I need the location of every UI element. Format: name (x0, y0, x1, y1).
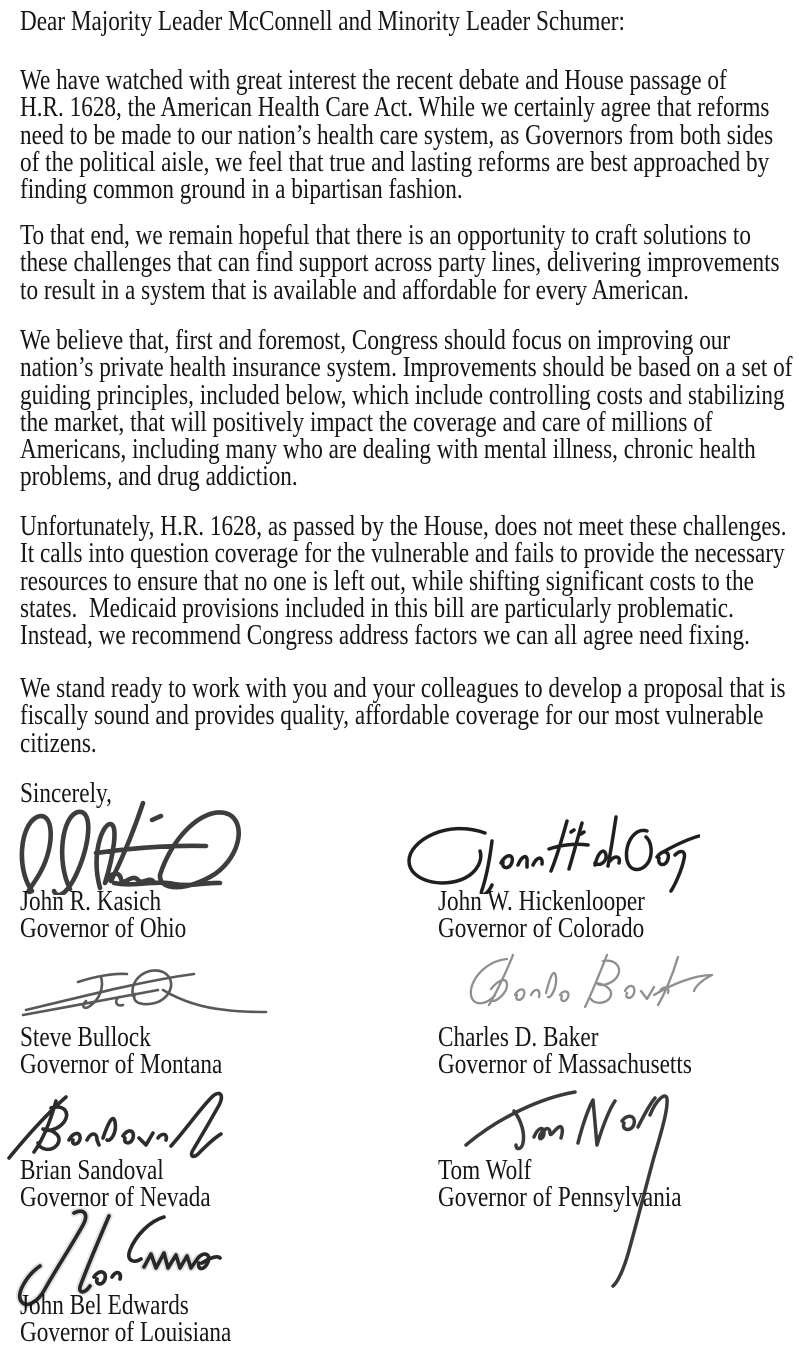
signature-steve-bullock (20, 962, 268, 1018)
signatory-name: John Bel Edwards (20, 1289, 189, 1321)
text-line: To that end, we remain hopeful that there is an opportunity to craft solutions to (20, 219, 751, 251)
signatory-title: Governor of Nevada (20, 1181, 211, 1214)
signatory-title: Governor of Louisiana (20, 1316, 232, 1349)
signature-john-r-kasich (10, 795, 250, 895)
text-line: Unfortunately, H.R. 1628, as passed by the House, does not meet these challenges. (20, 510, 787, 542)
paragraph-2 (20, 219, 800, 306)
signatory-block-baker (438, 1021, 755, 1081)
text-line: finding common ground in a bipartisan fashion. (20, 173, 463, 206)
signatory-title: Governor of Pennsylvania (438, 1181, 682, 1214)
text-line: of the political aisle, we feel that true and lasting reforms are best approached by (20, 145, 770, 178)
signatory-name: Charles D. Baker (438, 1021, 599, 1053)
signature-john-w-hickenlooper (395, 806, 700, 894)
signatory-name: Steve Bullock (20, 1021, 151, 1053)
text-line: resources to ensure that no one is left out, while shifting significant costs to the (20, 564, 754, 597)
text-line: We have watched with great interest the recent debate and House passage of (20, 64, 727, 96)
text-line: states. Medicaid provisions included in this bill are particularly problematic. (20, 591, 734, 624)
signatory-block-bullock (20, 1021, 273, 1081)
signatory-block-wolf (438, 1154, 742, 1214)
ink-stroke (471, 955, 712, 1007)
text-line: Instead, we recommend Congress address factors we can all agree need fixing. (20, 619, 750, 652)
text-line: nation’s private health insurance system. Improvements should be based on a set of (20, 351, 793, 384)
ink-stroke (23, 970, 266, 1015)
ink-stroke (9, 1093, 221, 1158)
ink-stroke (22, 803, 239, 895)
ink-stroke (409, 817, 699, 894)
text-line: It calls into question coverage for the vulnerable and fails to provide the necessary (20, 537, 785, 570)
text-line: to result in a system that is available and affordable for every American. (20, 273, 689, 306)
text-line: guiding principles, included below, which include controlling costs and stabilizing (20, 378, 785, 411)
paragraph-3 (20, 324, 800, 493)
signatory-title: Governor of Massachusetts (438, 1048, 692, 1081)
text-line: these challenges that can find support across party lines, delivering improvements (20, 246, 780, 279)
signatory-name: Brian Sandoval (20, 1154, 164, 1186)
signatory-title: Governor of Montana (20, 1048, 223, 1081)
signatory-block-sandoval (20, 1154, 258, 1214)
salutation-text: Dear Majority Leader McConnell and Minority Leader Schumer: (20, 5, 625, 37)
text-line: fiscally sound and provides quality, affordable coverage for our most vulnerable (20, 699, 764, 732)
signatory-title: Governor of Ohio (20, 912, 187, 945)
signatory-title: Governor of Colorado (438, 912, 645, 945)
closing-text: Sincerely, (20, 777, 112, 809)
signatory-name: Tom Wolf (438, 1154, 532, 1186)
text-line: need to be made to our nation’s health care system, as Governors from both sides (20, 118, 774, 151)
signatory-block-hickenlooper (438, 885, 697, 945)
paragraph-1 (20, 64, 800, 206)
text-line: Americans, including many who are dealing with mental illness, chronic health (20, 433, 756, 466)
text-line: citizens. (20, 726, 97, 759)
paragraph-4 (20, 510, 800, 652)
text-line: problems, and drug addiction. (20, 460, 298, 493)
signature-brian-sandoval (5, 1088, 240, 1163)
text-line: H.R. 1628, the American Health Care Act. While we certainly agree that reforms (20, 91, 770, 124)
signature-charles-d-baker (445, 948, 715, 1018)
text-line: the market, that will positively impact the coverage and care of millions of (20, 405, 713, 438)
paragraph-5 (20, 672, 800, 759)
salutation (20, 5, 776, 37)
signatory-name: John R. Kasich (20, 885, 162, 917)
signatory-block-edwards (20, 1289, 284, 1349)
text-line: We stand ready to work with you and your colleagues to develop a proposal that is (20, 672, 786, 704)
text-line: We believe that, first and foremost, Congress should focus on improving our (20, 324, 731, 356)
signatory-block-kasich (20, 885, 228, 945)
signatory-name: John W. Hickenlooper (438, 885, 645, 917)
